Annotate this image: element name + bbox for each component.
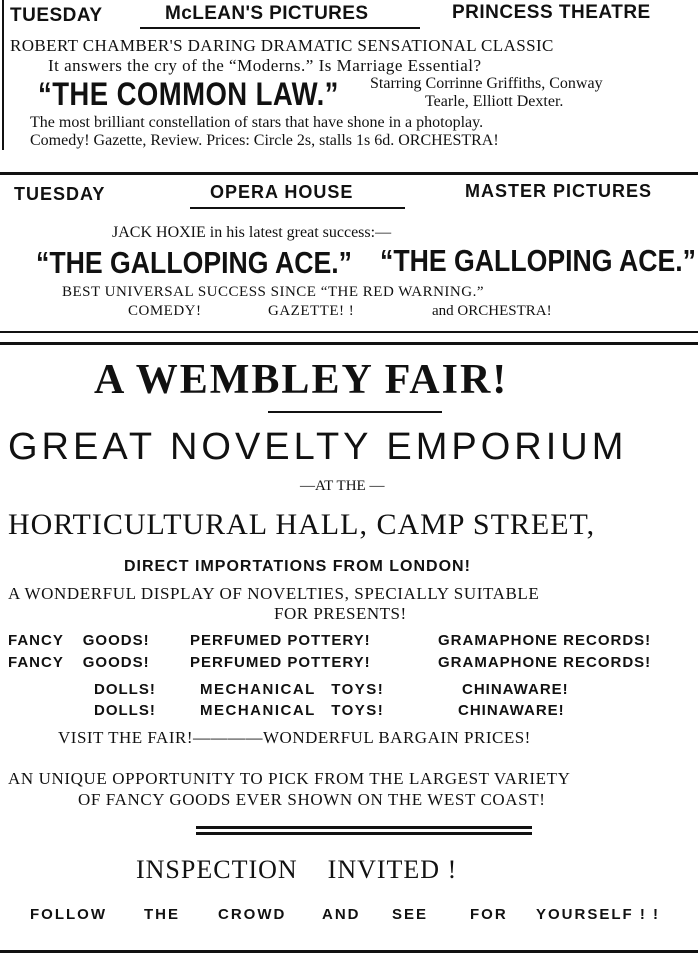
left-border-line bbox=[2, 0, 4, 150]
follow-word-1: FOLLOW bbox=[30, 906, 107, 923]
items-china-2: CHINAWARE! bbox=[458, 702, 565, 719]
items-china-1: CHINAWARE! bbox=[462, 681, 569, 698]
ornamental-rule-bottom bbox=[196, 832, 532, 835]
wembley-unique-1: AN UNIQUE OPPORTUNITY TO PICK FROM THE LARGEST VARIETY bbox=[8, 769, 571, 788]
opera-film-title-b: “THE GALLOPING ACE.” bbox=[380, 243, 696, 278]
wembley-inspection: INSPECTION INVITED ! bbox=[136, 855, 458, 884]
follow-word-4: AND bbox=[322, 906, 361, 923]
wembley-display-1: A WONDERFUL DISPLAY OF NOVELTIES, SPECIALLY SUITABLE bbox=[8, 584, 540, 603]
separator-line-2b bbox=[0, 342, 698, 345]
items-dolls-1: DOLLS! bbox=[94, 681, 156, 698]
opera-presenter: MASTER PICTURES bbox=[465, 181, 653, 201]
goods-pottery-1: PERFUMED POTTERY! bbox=[190, 632, 371, 649]
princess-venue: PRINCESS THEATRE bbox=[452, 2, 651, 23]
separator-line-1 bbox=[0, 172, 698, 175]
wembley-visit: VISIT THE FAIR!————WONDERFUL BARGAIN PRICES! bbox=[58, 728, 531, 747]
wembley-display-2: FOR PRESENTS! bbox=[274, 604, 407, 623]
follow-word-7: YOURSELF ! ! bbox=[536, 906, 660, 923]
goods-pottery-2: PERFUMED POTTERY! bbox=[190, 654, 371, 671]
opera-film-title-a: “THE GALLOPING ACE.” bbox=[36, 245, 352, 280]
follow-word-3: CROWD bbox=[218, 906, 287, 923]
wembley-importations: DIRECT IMPORTATIONS FROM LONDON! bbox=[124, 558, 471, 575]
opera-day: TUESDAY bbox=[14, 184, 106, 204]
wembley-at-the: —AT THE — bbox=[300, 478, 385, 494]
opera-line4-comedy: COMEDY! bbox=[128, 303, 202, 319]
princess-line1: ROBERT CHAMBER'S DARING DRAMATIC SENSATIONAL CLASSIC bbox=[10, 36, 554, 55]
follow-word-5: SEE bbox=[392, 906, 429, 923]
separator-line-2a bbox=[0, 331, 698, 333]
princess-line6: Comedy! Gazette, Review. Prices: Circle 2s, stalls 1s 6d. ORCHESTRA! bbox=[30, 132, 499, 149]
follow-word-2: THE bbox=[144, 906, 180, 923]
opera-venue-underline bbox=[190, 207, 405, 209]
princess-line5: The most brilliant constellation of stars that have shone in a photoplay. bbox=[30, 114, 484, 131]
goods-fancy-1: FANCY GOODS! bbox=[8, 632, 150, 649]
goods-records-2: GRAMAPHONE RECORDS! bbox=[438, 654, 652, 671]
items-dolls-2: DOLLS! bbox=[94, 702, 156, 719]
presenter-underline bbox=[140, 27, 420, 29]
wembley-subhead: GREAT NOVELTY EMPORIUM bbox=[8, 426, 628, 468]
items-toys-2: MECHANICAL TOYS! bbox=[200, 702, 385, 719]
princess-presenter: McLEAN'S PICTURES bbox=[165, 3, 369, 24]
goods-records-1: GRAMAPHONE RECORDS! bbox=[438, 632, 652, 649]
items-toys-1: MECHANICAL TOYS! bbox=[200, 681, 385, 698]
ornamental-rule-top bbox=[196, 826, 532, 829]
princess-day: TUESDAY bbox=[10, 5, 103, 26]
headline-underline bbox=[268, 411, 442, 413]
opera-line4-gazette: GAZETTE! ! bbox=[268, 303, 355, 319]
wembley-location: HORTICULTURAL HALL, CAMP STREET, bbox=[8, 508, 596, 541]
princess-film-title: “THE COMMON LAW.” bbox=[38, 76, 339, 112]
opera-line3: BEST UNIVERSAL SUCCESS SINCE “THE RED WARNING.” bbox=[62, 284, 484, 300]
wembley-unique-2: OF FANCY GOODS EVER SHOWN ON THE WEST COAST! bbox=[78, 790, 546, 809]
opera-line4-orchestra: and ORCHESTRA! bbox=[432, 303, 552, 319]
opera-line1: JACK HOXIE in his latest great success:— bbox=[112, 224, 392, 241]
bottom-rule bbox=[0, 950, 698, 953]
princess-starring-2: Tearle, Elliott Dexter. bbox=[425, 93, 564, 110]
princess-line2: It answers the cry of the “Moderns.” Is Marriage Essential? bbox=[48, 56, 482, 75]
opera-venue: OPERA HOUSE bbox=[210, 182, 354, 202]
princess-starring-1: Starring Corrinne Griffiths, Conway bbox=[370, 75, 603, 92]
follow-word-6: FOR bbox=[470, 906, 508, 923]
goods-fancy-2: FANCY GOODS! bbox=[8, 654, 150, 671]
wembley-headline: A WEMBLEY FAIR! bbox=[94, 357, 509, 403]
